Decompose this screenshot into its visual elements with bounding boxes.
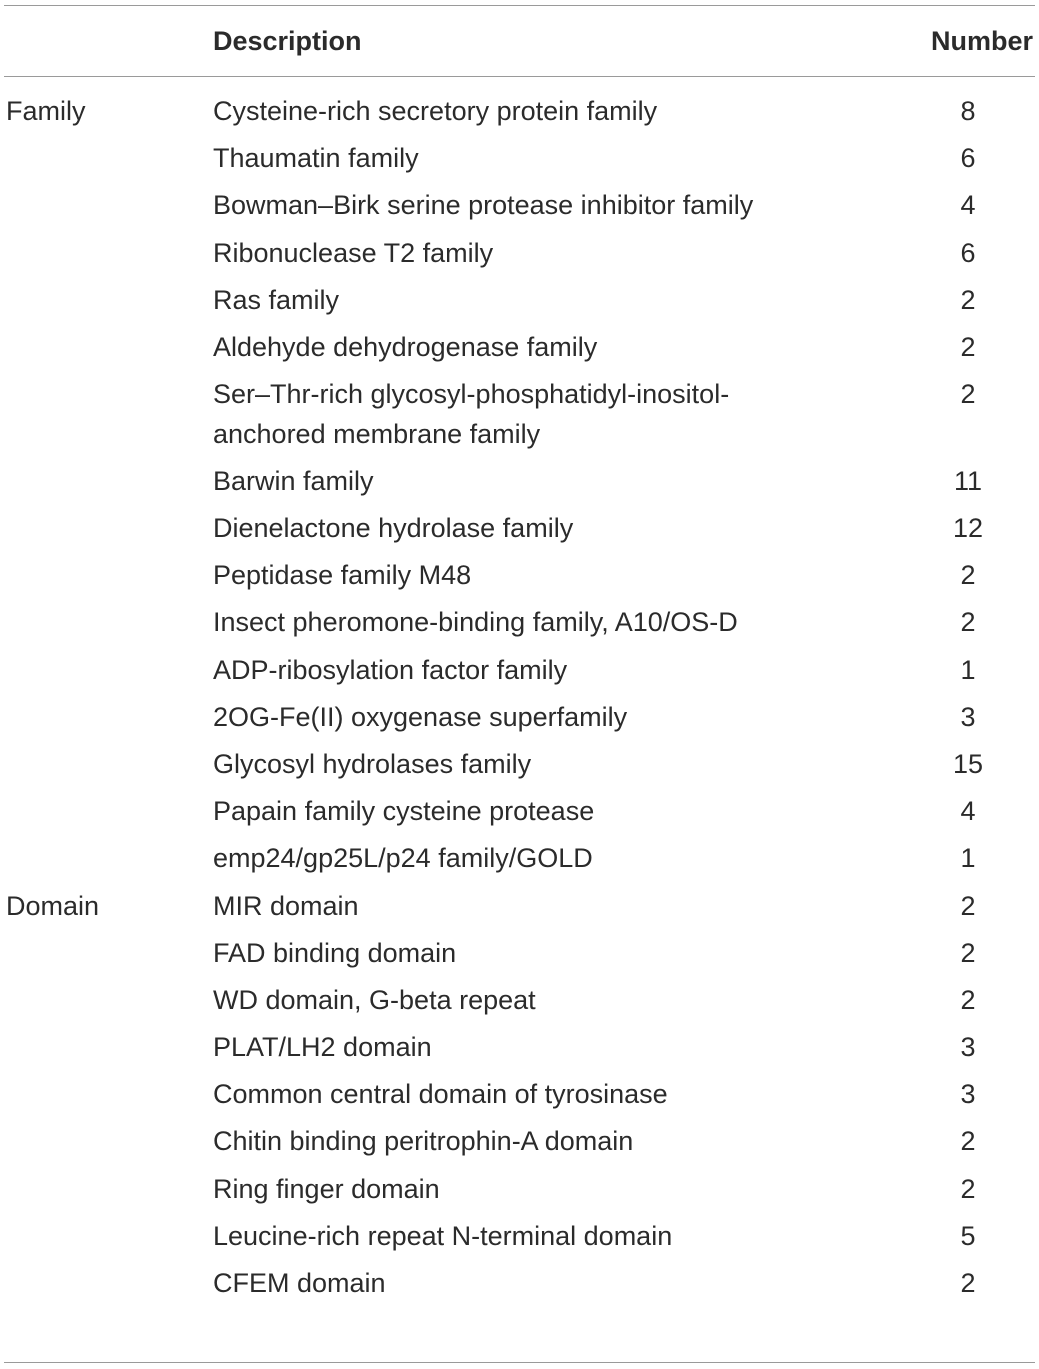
- table-row: [0, 1170, 1039, 1217]
- row-description: Ras family: [213, 284, 340, 315]
- table-row: [0, 1264, 1039, 1311]
- row-number: 2: [960, 1126, 976, 1157]
- table-row: [0, 92, 1039, 139]
- row-description: ADP-ribosylation factor family: [213, 654, 568, 685]
- row-category: Domain: [6, 890, 100, 921]
- row-description: Dienelactone hydrolase family: [213, 513, 574, 543]
- row-number: 2: [960, 331, 976, 362]
- table-row: [0, 839, 1039, 886]
- row-number: 8: [960, 96, 976, 126]
- row-number: 4: [960, 796, 976, 827]
- row-number: 2: [960, 1173, 976, 1204]
- row-description: Bowman–Birk serine protease inhibitor family: [213, 190, 754, 221]
- header-number: Number: [930, 26, 1033, 56]
- row-number: 6: [960, 143, 976, 174]
- table-row: [0, 603, 1039, 650]
- table-row: [0, 328, 1039, 375]
- row-number: 15: [952, 748, 984, 779]
- row-number: 12: [952, 513, 984, 543]
- row-number: 2: [960, 379, 976, 410]
- table-row: [0, 234, 1039, 281]
- table-row: [0, 1122, 1039, 1169]
- row-description: Thaumatin family: [213, 143, 419, 174]
- table-row: [0, 139, 1039, 186]
- top-rule: [4, 5, 1035, 6]
- table-row: [0, 934, 1039, 981]
- row-description: CFEM domain: [213, 1268, 386, 1298]
- row-number: 2: [960, 890, 976, 921]
- row-number: 3: [960, 1032, 976, 1063]
- table-row: [0, 556, 1039, 603]
- row-number: 2: [960, 1268, 976, 1298]
- row-number: 2: [960, 937, 976, 968]
- table-row: [0, 509, 1039, 556]
- row-description: Papain family cysteine protease: [213, 796, 595, 827]
- row-number: 1: [960, 843, 976, 874]
- table-row: [0, 792, 1039, 839]
- row-description: Peptidase family M48: [213, 560, 472, 591]
- row-number: 6: [960, 237, 976, 268]
- row-description: WD domain, G-beta repeat: [213, 984, 536, 1015]
- row-number: 2: [960, 284, 976, 315]
- row-description: Barwin family: [213, 465, 374, 496]
- row-description: Chitin binding peritrophin-A domain: [213, 1126, 634, 1157]
- row-description: Ser–Thr-rich glycosyl-phosphatidyl-inositol-anchored membrane family: [213, 379, 730, 449]
- table-row: [0, 375, 1039, 462]
- table-row: [0, 981, 1039, 1028]
- table-body: [0, 92, 1039, 1311]
- row-number: 2: [960, 607, 976, 638]
- table-row: [0, 887, 1039, 934]
- table-row: [0, 1028, 1039, 1075]
- row-description: MIR domain: [213, 890, 359, 921]
- row-description: Leucine-rich repeat N-terminal domain: [213, 1220, 673, 1251]
- row-description: Common central domain of tyrosinase: [213, 1079, 668, 1110]
- row-description: Insect pheromone-binding family, A10/OS-D: [213, 607, 738, 638]
- table-row: [0, 1075, 1039, 1122]
- table-row: [0, 281, 1039, 328]
- table-row: [0, 462, 1039, 509]
- row-description: FAD binding domain: [213, 937, 457, 968]
- header-rule: [4, 76, 1035, 77]
- table-row: [0, 651, 1039, 698]
- row-number: 4: [960, 190, 976, 221]
- row-description: Ring finger domain: [213, 1173, 440, 1204]
- row-category: Family: [6, 96, 86, 126]
- row-description: emp24/gp25L/p24 family/GOLD: [213, 843, 593, 874]
- row-number: 1: [960, 654, 976, 685]
- table-row: [0, 745, 1039, 792]
- row-number: 3: [960, 701, 976, 732]
- row-description: PLAT/LH2 domain: [213, 1032, 432, 1063]
- header-description: Description: [213, 26, 362, 56]
- table-row: [0, 186, 1039, 233]
- table-row: [0, 1217, 1039, 1264]
- row-description: Glycosyl hydrolases family: [213, 748, 532, 779]
- row-number: 2: [960, 984, 976, 1015]
- row-number: 11: [953, 465, 983, 496]
- row-description: 2OG-Fe(II) oxygenase superfamily: [213, 701, 628, 732]
- row-description: Ribonuclease T2 family: [213, 237, 494, 268]
- table-row: [0, 698, 1039, 745]
- row-description: Cysteine-rich secretory protein family: [213, 96, 658, 126]
- bottom-rule: [4, 1362, 1035, 1363]
- row-number: 2: [960, 560, 976, 591]
- row-number: 3: [960, 1079, 976, 1110]
- row-number: 5: [960, 1220, 976, 1251]
- row-description: Aldehyde dehydrogenase family: [213, 331, 598, 362]
